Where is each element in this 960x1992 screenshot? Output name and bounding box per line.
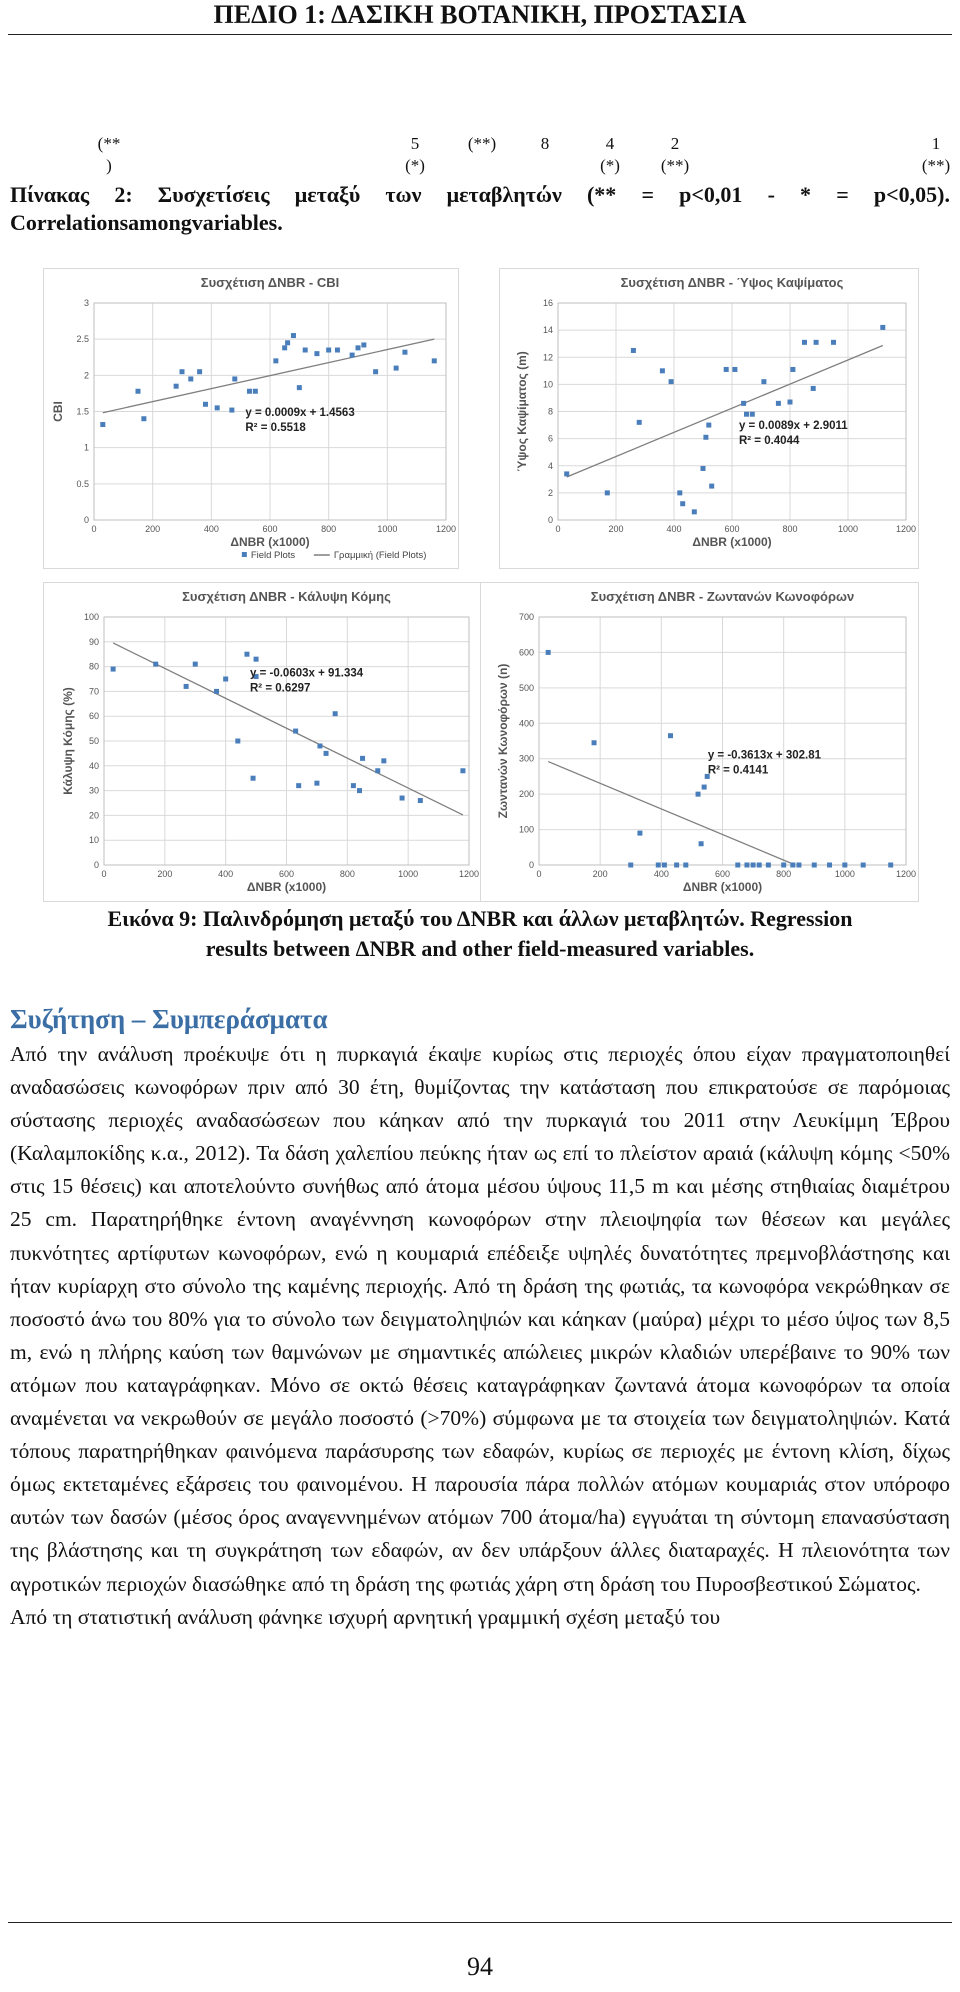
- data-point: [229, 408, 234, 413]
- data-point: [702, 785, 707, 790]
- data-point: [680, 501, 685, 506]
- x-axis-label: ΔNBR (x1000): [682, 880, 763, 894]
- footer-rule: [8, 1922, 952, 1923]
- data-point: [744, 863, 749, 868]
- data-point: [141, 416, 146, 421]
- data-point: [351, 783, 356, 788]
- data-point: [564, 471, 569, 476]
- data-point: [174, 384, 179, 389]
- x-tick-label: 1200: [895, 869, 917, 879]
- data-point: [291, 333, 296, 338]
- x-axis-label: ΔNBR (x1000): [230, 535, 310, 549]
- data-point: [732, 367, 737, 372]
- data-point: [253, 389, 258, 394]
- x-tick-label: 1200: [435, 524, 457, 534]
- data-point: [317, 743, 322, 748]
- data-point: [674, 863, 679, 868]
- data-point: [418, 798, 423, 803]
- y-tick-label: 6: [547, 433, 553, 444]
- table-mark: [911, 133, 960, 177]
- data-point: [244, 652, 249, 657]
- data-point: [373, 369, 378, 374]
- y-tick-label: 700: [518, 612, 534, 622]
- regression-figure: [43, 268, 917, 900]
- x-tick-label: 600: [714, 869, 731, 879]
- data-point: [314, 781, 319, 786]
- data-point: [400, 796, 405, 801]
- x-tick-label: 800: [782, 524, 798, 534]
- data-point: [361, 342, 366, 347]
- x-tick-label: 1000: [837, 524, 859, 534]
- data-point: [546, 650, 551, 655]
- regression-equation: y = -0.3613x + 302.81: [707, 749, 822, 762]
- table-mark-top: 8: [540, 134, 550, 153]
- data-point: [696, 792, 701, 797]
- data-point: [790, 367, 795, 372]
- data-point: [153, 662, 158, 667]
- body-paragraph: Από τη στατιστική ανάλυση φάνηκε ισχυρή αρνητική γραμμική σχέση μεταξύ του: [10, 1604, 721, 1629]
- x-tick-label: 1000: [377, 524, 398, 534]
- x-tick-label: 800: [339, 869, 355, 879]
- chart-svg: [44, 583, 481, 901]
- data-point: [350, 353, 355, 358]
- data-point: [750, 412, 755, 417]
- data-point: [751, 863, 756, 868]
- x-tick-label: 200: [608, 524, 624, 534]
- data-point: [888, 863, 893, 868]
- data-point: [781, 863, 786, 868]
- data-point: [232, 376, 237, 381]
- y-tick-label: 0.5: [76, 478, 89, 489]
- data-point: [394, 366, 399, 371]
- y-tick-label: 100: [83, 612, 99, 622]
- data-point: [356, 345, 361, 350]
- data-point: [703, 435, 708, 440]
- page-header: ΠΕΔΙΟ 1: ΔΑΣΙΚΗ ΒΟΤΑΝΙΚΗ, ΠΡΟΣΤΑΣΙΑ: [213, 0, 747, 29]
- y-axis-label: Ύψος Καψίματος (m): [515, 351, 529, 472]
- y-tick-label: 0: [83, 515, 89, 525]
- chart-svg: [500, 269, 918, 568]
- data-point: [842, 863, 847, 868]
- data-point: [100, 422, 105, 427]
- data-point: [699, 841, 704, 846]
- data-point: [761, 379, 766, 384]
- data-point: [203, 402, 208, 407]
- x-tick-label: 1000: [398, 869, 419, 879]
- data-point: [677, 490, 682, 495]
- figure-caption-line: results between ΔNBR and other field-measured variables.: [205, 936, 755, 961]
- data-point: [235, 739, 240, 744]
- data-point: [197, 369, 202, 374]
- regression-equation: y = 0.0089x + 2.9011: [738, 419, 848, 432]
- data-point: [628, 863, 633, 868]
- regression-equation: y = -0.0603x + 91.334: [250, 667, 364, 680]
- r-squared: R² = 0.4044: [738, 434, 800, 447]
- y-tick-label: 100: [518, 824, 534, 835]
- x-tick-label: 0: [536, 869, 542, 879]
- x-axis-label: ΔNBR (x1000): [692, 535, 772, 549]
- chart-svg: [44, 269, 458, 568]
- data-point: [251, 776, 256, 781]
- y-tick-label: 14: [542, 325, 553, 336]
- data-point: [706, 423, 711, 428]
- y-tick-label: 0: [93, 860, 99, 870]
- data-point: [223, 677, 228, 682]
- y-tick-label: 10: [88, 835, 99, 846]
- chart-title: Συσχέτιση ΔNBR - Ύψος Καψίματος: [620, 275, 844, 290]
- data-point: [656, 863, 661, 868]
- data-point: [215, 405, 220, 410]
- data-point: [282, 345, 287, 350]
- data-point: [335, 348, 340, 353]
- body-text: [10, 1028, 950, 1634]
- data-point: [188, 376, 193, 381]
- y-tick-label: 400: [518, 718, 534, 729]
- x-tick-label: 800: [321, 524, 337, 534]
- data-point: [180, 369, 185, 374]
- table-mark-top: 4: [605, 134, 615, 153]
- data-point: [741, 401, 746, 406]
- data-point: [214, 689, 219, 694]
- y-tick-label: 0: [547, 515, 553, 525]
- y-axis-label: CBI: [51, 401, 65, 422]
- y-tick-label: 30: [88, 785, 99, 796]
- x-tick-label: 0: [91, 524, 97, 534]
- y-tick-label: 40: [88, 760, 99, 771]
- chart-live-conifers: [480, 582, 919, 902]
- y-tick-label: 70: [88, 686, 99, 697]
- header-rule: [8, 34, 952, 35]
- trend-line: [548, 762, 795, 865]
- chart-svg: [481, 583, 918, 901]
- table-mark: [457, 133, 507, 155]
- table-mark-bottom: (**): [921, 156, 951, 175]
- x-tick-label: 600: [262, 524, 278, 534]
- legend-marker: [242, 552, 247, 557]
- legend-label: Γραμμική (Field Plots): [333, 550, 427, 561]
- data-point: [631, 348, 636, 353]
- regression-equation: y = 0.0009x + 1.4563: [245, 406, 355, 419]
- x-tick-label: 0: [101, 869, 107, 879]
- r-squared: R² = 0.4141: [707, 764, 769, 777]
- data-point: [136, 389, 141, 394]
- y-tick-label: 20: [88, 810, 99, 821]
- data-point: [357, 788, 362, 793]
- data-point: [766, 863, 771, 868]
- x-tick-label: 400: [666, 524, 682, 534]
- chart-title: Συσχέτιση ΔNBR - CBI: [200, 275, 340, 290]
- data-point: [724, 367, 729, 372]
- y-tick-label: 2.5: [76, 334, 89, 345]
- table-mark-top: (**): [467, 134, 497, 153]
- data-point: [669, 379, 674, 384]
- y-tick-label: 3: [83, 298, 89, 308]
- data-point: [184, 684, 189, 689]
- data-point: [735, 863, 740, 868]
- data-point: [790, 863, 795, 868]
- data-point: [827, 863, 832, 868]
- table-caption-line: Correlationsamongvariables.: [10, 210, 283, 235]
- data-point: [314, 351, 319, 356]
- data-point: [709, 484, 714, 489]
- x-tick-label: 600: [278, 869, 295, 879]
- x-tick-label: 0: [555, 524, 561, 534]
- table-mark: [650, 133, 700, 177]
- y-tick-label: 90: [88, 636, 99, 647]
- data-point: [831, 340, 836, 345]
- chart-title: Συσχέτιση ΔNBR - Ζωντανών Κωνοφόρων: [590, 589, 855, 604]
- data-point: [744, 412, 749, 417]
- x-tick-label: 200: [145, 524, 161, 534]
- data-point: [460, 768, 465, 773]
- y-tick-label: 300: [518, 753, 534, 764]
- data-point: [660, 368, 665, 373]
- data-point: [293, 729, 298, 734]
- y-tick-label: 200: [518, 789, 534, 800]
- r-squared: R² = 0.5518: [245, 421, 306, 434]
- y-axis-label: Ζωντανών Κωνοφόρων (n): [496, 663, 510, 819]
- page-number: 94: [467, 1952, 493, 1981]
- data-point: [375, 768, 380, 773]
- x-tick-label: 800: [776, 869, 792, 879]
- chart-canopy-cover: [43, 582, 482, 902]
- data-point: [381, 758, 386, 763]
- data-point: [296, 783, 301, 788]
- y-tick-label: 60: [88, 711, 99, 722]
- data-point: [432, 358, 437, 363]
- data-point: [285, 340, 290, 345]
- data-point: [861, 863, 866, 868]
- x-tick-label: 400: [203, 524, 219, 534]
- table-caption: [10, 181, 950, 237]
- y-tick-label: 10: [542, 379, 553, 390]
- data-point: [637, 831, 642, 836]
- x-tick-label: 400: [218, 869, 234, 879]
- x-axis-label: ΔNBR (x1000): [246, 880, 327, 894]
- data-point: [254, 657, 259, 662]
- data-point: [802, 340, 807, 345]
- table-caption-line: Πίνακας 2: Συσχετίσεις μεταξύ των μεταβλητών (** = p<0,01 - * = p<0,05).: [10, 182, 950, 207]
- data-point: [333, 711, 338, 716]
- data-point: [273, 358, 278, 363]
- table-mark-top: (**: [97, 134, 121, 153]
- table-mark: [390, 133, 440, 177]
- y-tick-label: 0: [528, 860, 534, 870]
- data-point: [668, 733, 673, 738]
- data-point: [297, 385, 302, 390]
- chart-title: Συσχέτιση ΔNBR - Κάλυψη Κόμης: [182, 589, 391, 604]
- table-mark: [520, 133, 570, 155]
- y-tick-label: 80: [88, 661, 99, 672]
- table-mark-bottom: ): [106, 156, 112, 175]
- data-point: [683, 863, 688, 868]
- body-paragraph: Από την ανάλυση προέκυψε ότι η πυρκαγιά έκαψε κυρίως στις περιοχές όπου είχαν πραγματοποιηθεί αναδασώσεις κωνοφόρων πριν από 30 έτη, θυμίζοντας την κατάσταση που επικρατούσε σε παρόμοιας σύστασης περιοχές αναδασώσεων που κάηκαν από την πυρκαγιά του 2011 στην Λευκίμμη Έβρου (Καλαμποκίδης κ.α., 2012). Τα δάση χαλεπίου πεύκης ήταν ως επί το πλείστον αραιά (κάλυψη κόμης <50% στις 15 θέσεις) και αποτελούντο συνήθως από άτομα μέσου ύψους 11,5 m και μέσης στηθιαίας διαμέτρου 25 cm. Παρατηρήθηκε έντονη αναγέννηση κωνοφόρων στην πλειοψηφία των θέσεων και μεγάλες πυκνότητες αρτίφυτων κωνοφόρων, ενώ η κουμαριά επέδειξε υψηλές δυνατότητες πρεμνοβλάστησης και ήταν κυρίαρχη στο σύνολο της καμένης περιοχής. Από τη δράση της φωτιάς, τα κωνοφόρα νεκρώθηκαν σε ποσοστό άνω του 80% για το σύνολο των δειγματοληψιών και κάηκαν (μαύρα) μέχρι το μέσο ύψος των 8,5 m, ενώ η πλήρης καύση των θαμνώνων με σημαντικές απώλειες μικρών κλαδιών υπερέβαινε το 90% των ατόμων που καταγράφηκαν. Μόνο σε οκτώ θέσεις καταγράφηκαν ζωντανά άτομα κωνοφόρων τα οποία αναμένεται να νεκρωθούν σε μεγάλο ποσοστό (>70%) σύμφωνα με τα στοιχεία των δειγματοληψιών. Κατά τόπους παρατηρήθηκαν φαινόμενα παράσυρσης των εδαφών, κυρίως σε περιοχές με έντονη κλίση, δίχως όμως εκτεταμένες εξάρσεις του φαινομένου. Η παρουσία πάρα πολλών ατόμων κουμαριάς στον υπόροφο αυτών των δασών (μέσος όρος αναγεννημένων ατόμων 700 άτομα/ha) εγγυάται τη σύντομη επανασύσταση της βλάστησης και τη συγκράτηση των εδαφών, αν δεν υπάρξουν άλλες διαταραχές. Η πλειονότητα των αγροτικών περιοχών διασώθηκε από τη δράση της φωτιάς χάρη στη δράση του Πυροσβεστικού Σώματος.: [10, 1042, 950, 1596]
- data-point: [692, 509, 697, 514]
- y-tick-label: 1.5: [76, 406, 89, 417]
- y-tick-label: 2: [83, 370, 89, 381]
- y-tick-label: 8: [547, 406, 553, 417]
- y-tick-label: 50: [88, 736, 99, 746]
- figure-caption: [20, 904, 940, 964]
- y-tick-label: 1: [83, 442, 89, 453]
- table-mark-top: 1: [931, 134, 941, 153]
- data-point: [247, 389, 252, 394]
- r-squared: R² = 0.6297: [250, 682, 311, 695]
- data-point: [324, 751, 329, 756]
- y-tick-label: 16: [542, 298, 553, 308]
- data-point: [757, 863, 762, 868]
- y-tick-label: 12: [542, 352, 553, 363]
- data-point: [788, 400, 793, 405]
- chart-cbi: [43, 268, 459, 569]
- data-point: [326, 348, 331, 353]
- x-tick-label: 1200: [458, 869, 480, 879]
- data-point: [402, 350, 407, 355]
- data-point: [776, 401, 781, 406]
- x-tick-label: 400: [653, 869, 669, 879]
- x-tick-label: 1200: [895, 524, 917, 534]
- table-mark-bottom: (*): [600, 156, 620, 175]
- x-tick-label: 200: [592, 869, 608, 879]
- table-mark-bottom: (*): [405, 156, 425, 175]
- table-mark: [84, 133, 134, 177]
- table-mark-top: 5: [410, 134, 420, 153]
- y-tick-label: 2: [547, 487, 553, 498]
- table-mark: [585, 133, 635, 177]
- data-point: [811, 386, 816, 391]
- x-tick-label: 600: [724, 524, 740, 534]
- x-tick-label: 200: [157, 869, 173, 879]
- figure-caption-line: Εικόνα 9: Παλινδρόμηση μεταξύ του ΔNBR και άλλων μεταβλητών. Regression: [107, 906, 853, 931]
- y-axis-label: Κάλυψη Κόμης (%): [61, 687, 75, 795]
- y-tick-label: 600: [518, 647, 534, 658]
- data-point: [193, 662, 198, 667]
- x-tick-label: 1000: [834, 869, 855, 879]
- table-mark-top: 2: [670, 134, 680, 153]
- chart-burn-height: [499, 268, 919, 569]
- data-point: [796, 863, 801, 868]
- data-point: [111, 667, 116, 672]
- y-tick-label: 4: [547, 460, 553, 471]
- data-point: [814, 340, 819, 345]
- data-point: [592, 740, 597, 745]
- data-point: [662, 863, 667, 868]
- y-tick-label: 500: [518, 682, 534, 693]
- data-point: [701, 466, 706, 471]
- section-title: Συζήτηση – Συμπεράσματα: [10, 1004, 328, 1034]
- data-point: [880, 325, 885, 330]
- table-mark-bottom: (**): [660, 156, 690, 175]
- data-point: [303, 348, 308, 353]
- data-point: [637, 420, 642, 425]
- data-point: [360, 756, 365, 761]
- legend-label: Field Plots: [250, 550, 296, 561]
- data-point: [812, 863, 817, 868]
- data-point: [605, 490, 610, 495]
